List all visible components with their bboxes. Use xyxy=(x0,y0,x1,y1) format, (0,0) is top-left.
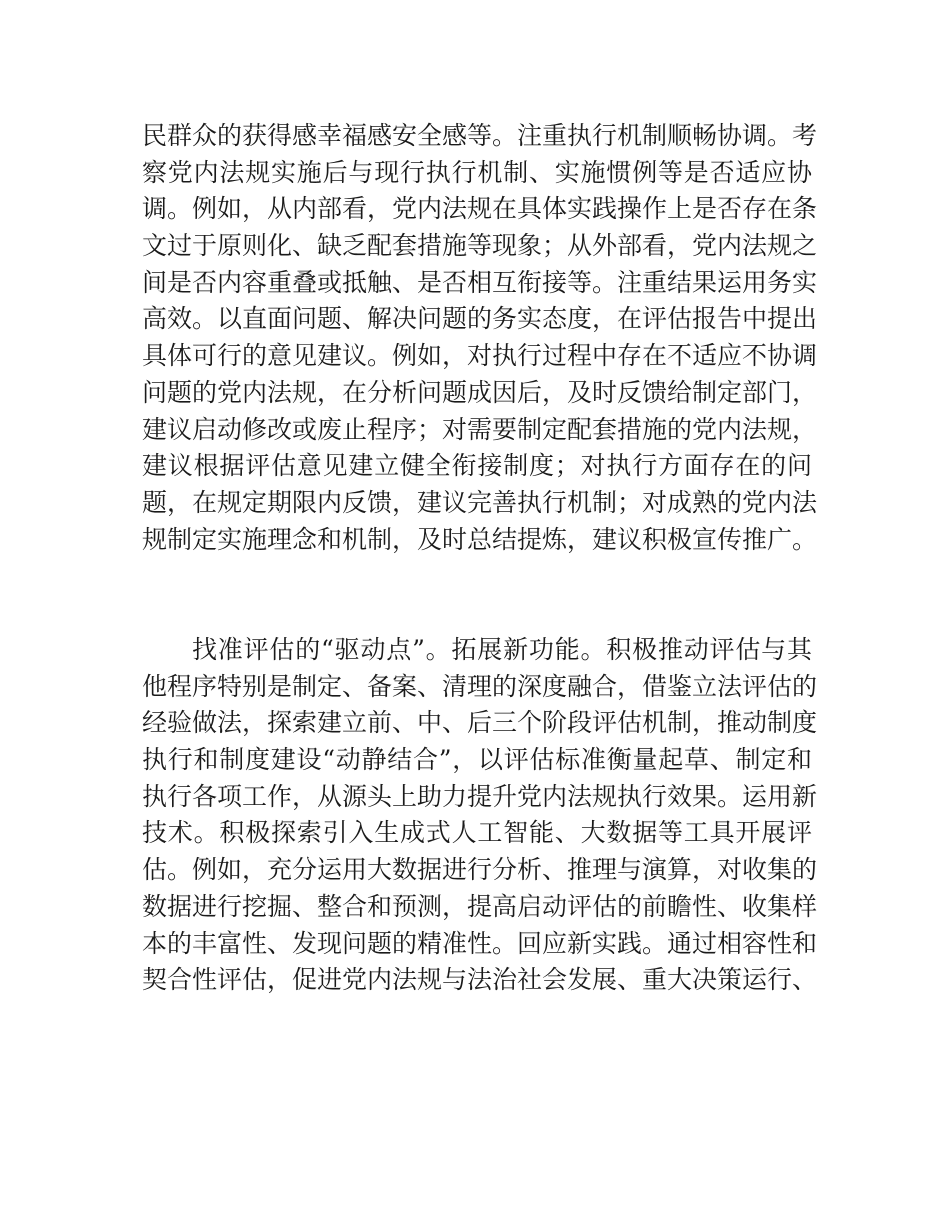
text-line: 估。例如，充分运用大数据进行分析、推理与演算，对收集的 xyxy=(142,855,818,885)
text-line: 找准评估的“驱动点”。拓展新功能。积极推动评估与其 xyxy=(192,635,812,664)
text-line: 本的丰富性、发现问题的精准性。回应新实践。通过相容性和 xyxy=(142,928,818,958)
text-line: 察党内法规实施后与现行执行机制、实施惯例等是否适应协 xyxy=(142,157,812,187)
text-line: 题，在规定期限内反馈，建议完善执行机制；对成熟的党内法 xyxy=(142,487,818,517)
text-line: 数据进行挖掘、整合和预测，提高启动评估的前瞻性、收集样 xyxy=(142,891,818,921)
text-line: 问题的党内法规，在分析问题成因后，及时反馈给制定部门， xyxy=(142,377,818,407)
text-line: 执行各项工作，从源头上助力提升党内法规执行效果。运用新 xyxy=(142,781,818,811)
text-line: 他程序特别是制定、备案、清理的深度融合，借鉴立法评估的 xyxy=(142,671,818,701)
text-line: 技术。积极探索引入生成式人工智能、大数据等工具开展评 xyxy=(142,818,812,848)
text-line: 调。例如，从内部看，党内法规在具体实践操作上是否存在条 xyxy=(142,194,818,224)
text-line: 具体可行的意见建议。例如，对执行过程中存在不适应不协调 xyxy=(142,341,818,371)
text-line: 高效。以直面问题、解决问题的务实态度，在评估报告中提出 xyxy=(142,304,818,334)
text-line: 民群众的获得感幸福感安全感等。注重执行机制顺畅协调。考 xyxy=(142,121,818,150)
text-line: 规制定实施理念和机制，及时总结提炼，建议积极宣传推广。 xyxy=(142,524,818,554)
text-line: 建议启动修改或废止程序；对需要制定配套措施的党内法规， xyxy=(142,414,818,444)
text-line: 执行和制度建设“动静结合”，以评估标准衡量起草、制定和 xyxy=(142,745,812,775)
text-line: 间是否内容重叠或抵触、是否相互衔接等。注重结果运用务实 xyxy=(142,267,818,297)
paragraph-1 xyxy=(142,118,818,558)
text-line: 契合性评估，促进党内法规与法治社会发展、重大决策运行、 xyxy=(142,965,818,995)
text-line: 建议根据评估意见建立健全衔接制度；对执行方面存在的问 xyxy=(142,451,812,481)
text-line: 经验做法，探索建立前、中、后三个阶段评估机制，推动制度 xyxy=(142,708,818,738)
text-line: 文过于原则化、缺乏配套措施等现象；从外部看，党内法规之 xyxy=(142,231,818,261)
paragraph-2 xyxy=(142,632,818,999)
